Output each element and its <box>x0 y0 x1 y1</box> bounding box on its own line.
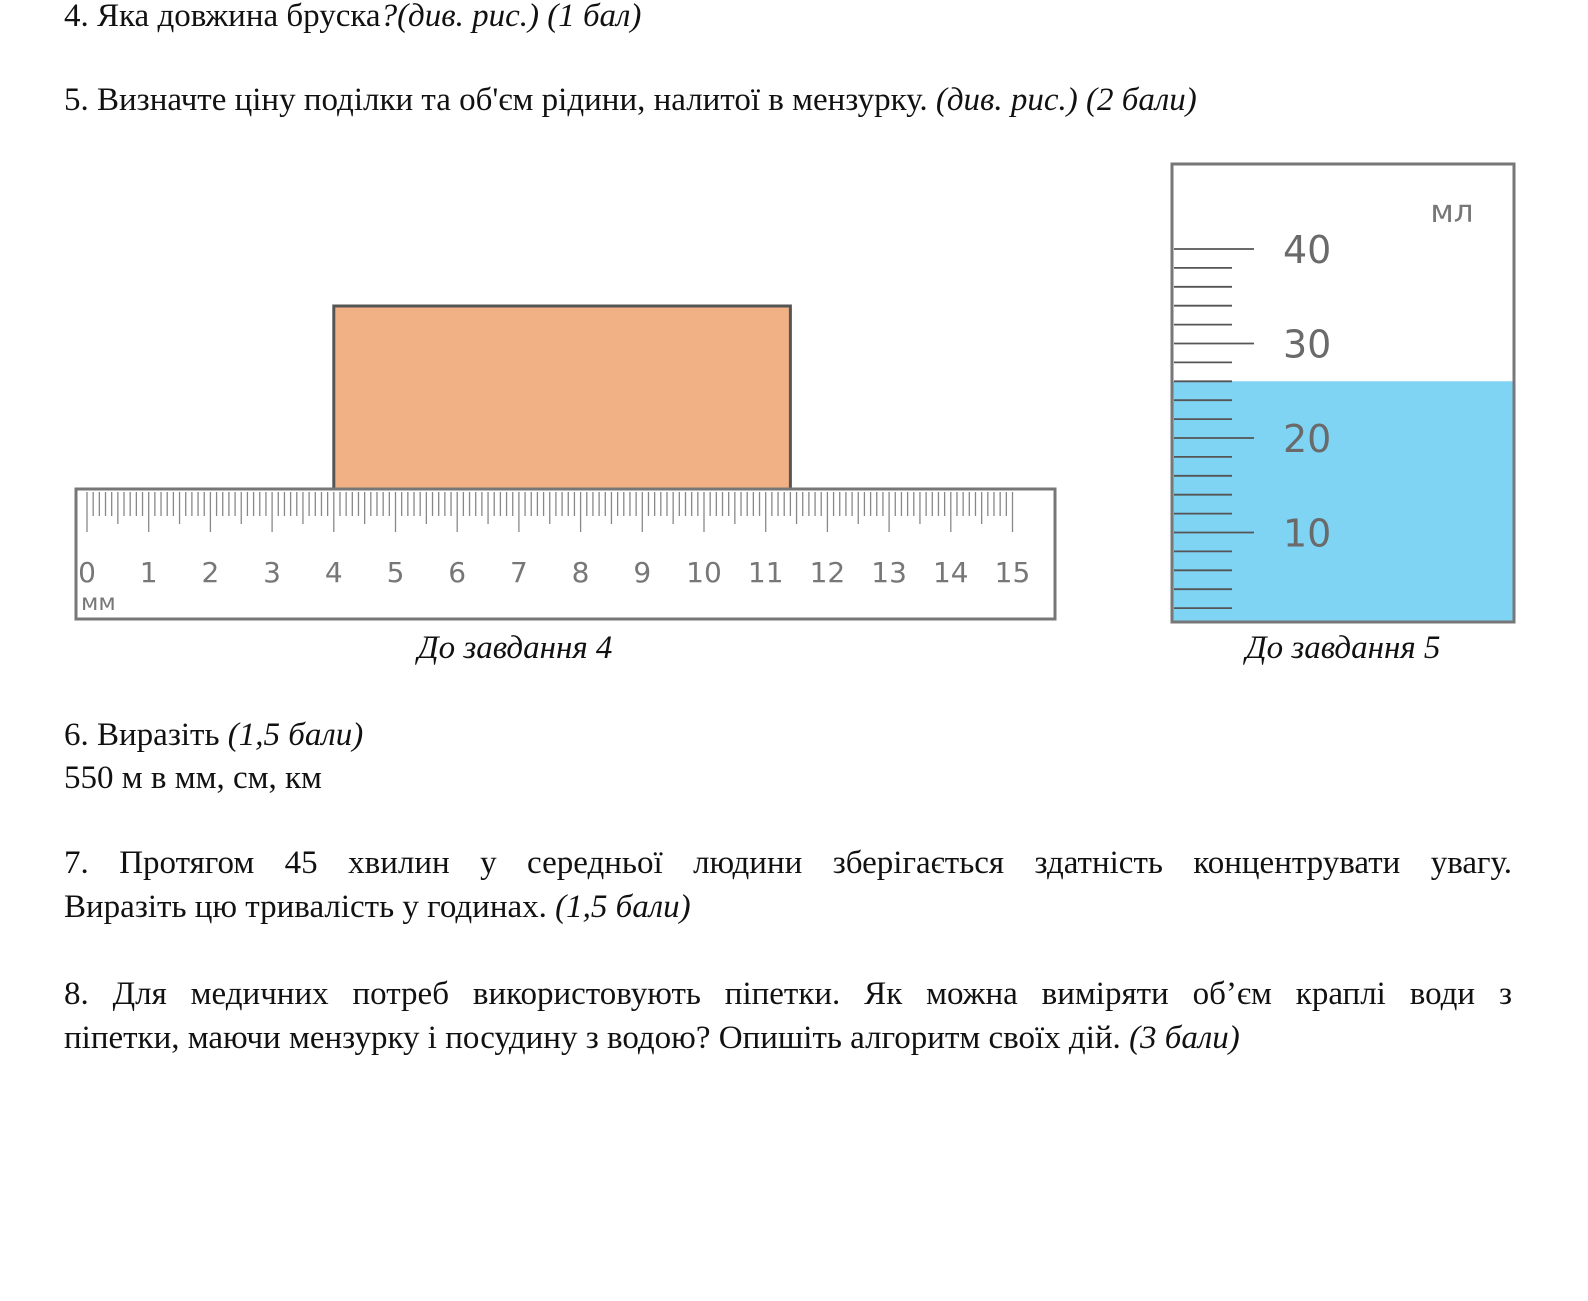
ruler-label: 8 <box>571 556 590 589</box>
ruler-label: 12 <box>809 556 846 589</box>
ruler-label: 9 <box>633 556 652 589</box>
cylinder-label: 40 <box>1283 228 1332 272</box>
ruler-label: 5 <box>386 556 405 589</box>
question-5-points: (див. рис.) (2 бали) <box>935 82 1197 118</box>
ruler-label: 2 <box>201 556 220 589</box>
ruler-label: 0 <box>78 556 96 589</box>
ruler-label: 15 <box>994 556 1031 589</box>
cylinder-label: 10 <box>1283 511 1332 556</box>
ruler-label: 4 <box>324 556 343 589</box>
ruler-label: 1 <box>139 556 158 589</box>
ruler-label: 10 <box>686 556 722 589</box>
question-7-line-2-text: Виразіть цю тривалість у годинах. <box>64 889 547 925</box>
question-6-task: 550 м в мм, см, км <box>64 760 322 796</box>
ruler-caption: До завдання 4 <box>417 630 613 666</box>
ruler-label: 14 <box>932 556 969 589</box>
ruler-label: 11 <box>747 556 784 589</box>
question-8-line-2-text: піпетки, маючи мензурку і посудину з водою? Опишіть алгоритм своїх дій. <box>64 1020 1121 1056</box>
ruler-label: 13 <box>871 556 907 589</box>
question-6-points: (1,5 бали) <box>227 717 364 753</box>
ruler-unit-label: мм <box>81 590 116 616</box>
ruler-label: 6 <box>448 556 467 589</box>
question-8-line-2 <box>64 1018 1240 1058</box>
question-7-line-2 <box>64 887 691 927</box>
cylinder-label: 30 <box>1283 322 1332 367</box>
question-8-points: (3 бали) <box>1129 1020 1240 1056</box>
cylinder-caption: До завдання 5 <box>1245 630 1441 666</box>
question-7-points: (1,5 бали) <box>555 889 691 925</box>
ruler-label: 3 <box>263 556 282 589</box>
question-5-text: 5. Визначте ціну поділки та об'єм рідини, налитої в мензурку. <box>64 82 928 118</box>
ruler-label: 7 <box>509 556 528 589</box>
cylinder-unit-label: мл <box>1430 194 1474 230</box>
cylinder-label: 20 <box>1283 417 1332 461</box>
question-6 <box>64 715 363 755</box>
question-4-points: ?(див. рис.) (1 бал) <box>380 0 642 34</box>
question-4-text: 4. Яка довжина бруска <box>64 0 381 34</box>
question-7-line-1: 7. Протягом 45 хвилин у середньої людини зберігається здатність концентрувати увагу. <box>64 845 1512 881</box>
liquid <box>1172 381 1514 622</box>
question-6-text: 6. Виразіть <box>64 717 220 753</box>
question-8-line-1: 8. Для медичних потреб використовують піпетки. Як можна виміряти об’єм краплі води з <box>64 976 1512 1012</box>
